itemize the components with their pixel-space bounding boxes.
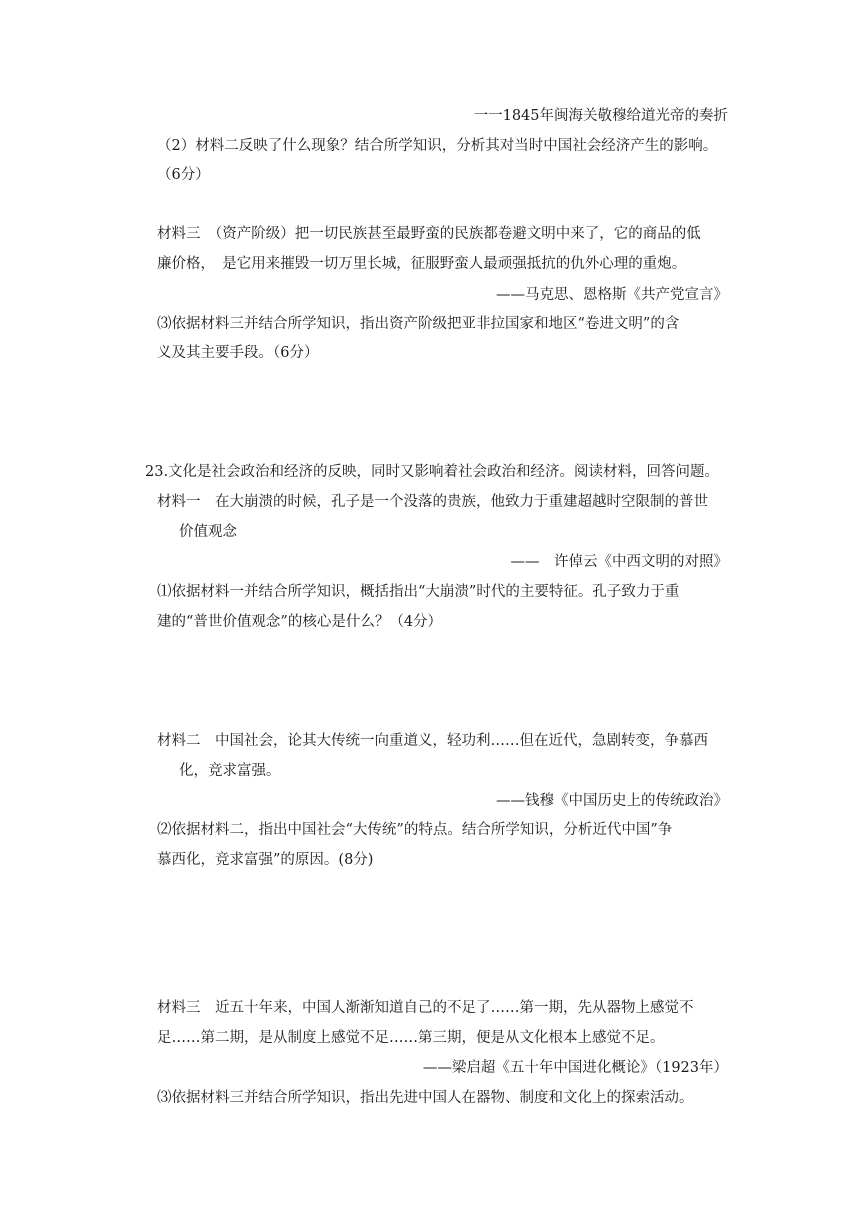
- material-3-source: ——马克思、恩格斯《共产党宣言》: [496, 287, 728, 303]
- q23-material-2-line-2: 化，竞求富强。: [179, 763, 281, 779]
- q23-material-1-line-2: 价值观念: [179, 524, 237, 540]
- q23-question-2-line-2: 慕西化，竞求富强”的原因。(8分): [157, 852, 374, 868]
- question-23-stem: 23.文化是社会政治和经济的反映，同时又影响着社会政治和经济。阅读材料，回答问题。: [145, 464, 720, 480]
- q23-material-3-line-1: 材料三 近五十年来，中国人渐渐知道自己的不足了……第一期，先从器物上感觉不: [157, 1000, 694, 1016]
- q23-material-2-source: ——钱穆《中国历史上的传统政治》: [496, 793, 728, 809]
- question-2-line-1: （2）材料二反映了什么现象？结合所学知识，分析其对当时中国社会经济产生的影响。: [157, 138, 718, 154]
- q23-question-1-line-1: ⑴依据材料一并结合所学知识，概括指出“大崩溃”时代的主要特征。孔子致力于重: [157, 584, 680, 600]
- q23-material-3-source: ——梁启超《五十年中国进化概论》（1923年）: [422, 1060, 728, 1076]
- question-3-line-2: 义及其主要手段。（6分）: [157, 345, 319, 361]
- question-3-line-1: ⑶依据材料三并结合所学知识，指出资产阶级把亚非拉国家和地区“卷进文明”的含: [157, 316, 680, 332]
- material-3-line-2: 廉价格， 是它用来摧毁一切万里长城，征服野蛮人最顽强抵抗的仇外心理的重炮。: [157, 256, 687, 272]
- q23-question-2-line-1: ⑵依据材料二，指出中国社会“大传统”的特点。结合所学知识，分析近代中国”争: [157, 822, 673, 838]
- material-3-line-1: 材料三 （资产阶级）把一切民族甚至最野蛮的民族都卷避文明中来了，它的商品的低: [157, 226, 701, 242]
- q23-question-3-line-1: ⑶依据材料三并结合所学知识，指出先进中国人在器物、制度和文化上的探索活动。: [157, 1090, 694, 1106]
- q23-material-1-line-1: 材料一 在大崩溃的时候，孔子是一个没落的贵族，他致力于重建超越时空限制的普世: [157, 494, 708, 510]
- q23-material-3-line-2: 足……第二期，是从制度上感觉不足……第三期，便是从文化根本上感觉不足。: [157, 1030, 665, 1046]
- q23-material-1-source: —— 许倬云《中西文明的对照》: [510, 554, 728, 570]
- source-memorial: 一一1845年闽海关敬穆给道光帝的奏折: [473, 108, 728, 124]
- question-2-line-2: （6分）: [157, 167, 210, 183]
- q23-question-1-line-2: 建的“普世价值观念”的核心是什么？（4分）: [157, 614, 443, 630]
- q23-material-2-line-1: 材料二 中国社会，论其大传统一向重道义，轻功利……但在近代，急剧转变，争慕西: [157, 733, 708, 749]
